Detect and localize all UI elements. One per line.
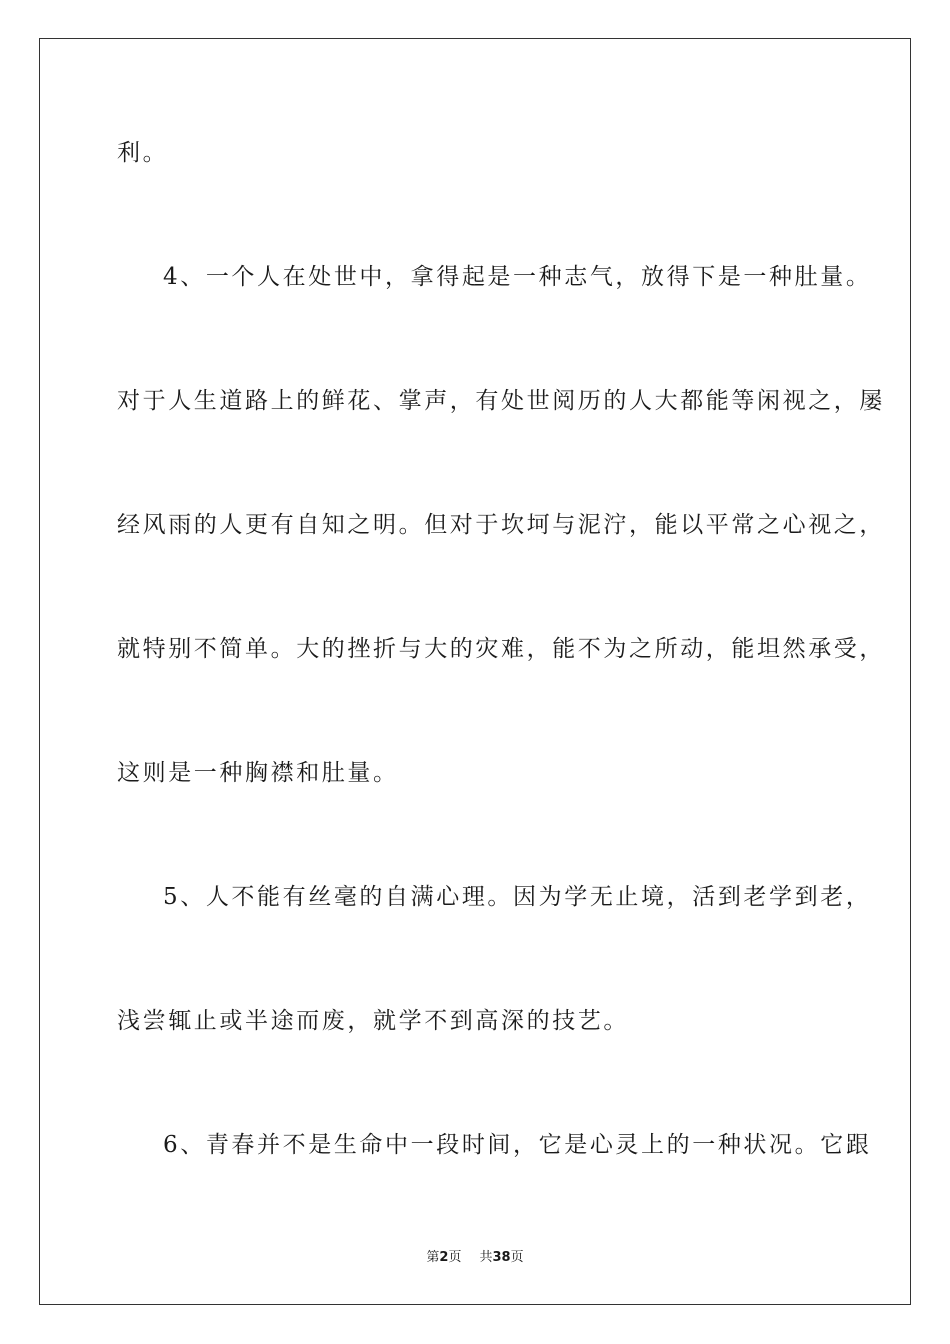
page-suffix: 页	[448, 1250, 462, 1265]
page-total: 38	[492, 1250, 511, 1265]
page-frame	[39, 38, 911, 1305]
text-line-2: 4、一个人在处世中，拿得起是一种志气，放得下是一种肚量。	[163, 264, 872, 290]
text-line-4: 经风雨的人更有自知之明。但对于坎坷与泥泞，能以平常之心视之，	[117, 512, 885, 538]
page-current: 2	[439, 1250, 449, 1265]
total-prefix: 共	[479, 1250, 493, 1265]
text-line-9: 6、青春并不是生命中一段时间，它是心灵上的一种状况。它跟	[163, 1132, 872, 1158]
text-line-5: 就特别不简单。大的挫折与大的灾难，能不为之所动，能坦然承受，	[117, 636, 885, 662]
text-line-6: 这则是一种胸襟和肚量。	[117, 760, 399, 786]
text-line-3: 对于人生道路上的鲜花、掌声，有处世阅历的人大都能等闲视之，屡	[117, 388, 885, 414]
page-prefix: 第	[426, 1250, 440, 1265]
text-line-8: 浅尝辄止或半途而废，就学不到高深的技艺。	[117, 1008, 629, 1034]
text-line-1: 利。	[117, 140, 169, 166]
total-suffix: 页	[510, 1250, 524, 1265]
text-line-7: 5、人不能有丝毫的自满心理。因为学无止境，活到老学到老，	[163, 884, 872, 910]
page-footer	[0, 1246, 950, 1265]
